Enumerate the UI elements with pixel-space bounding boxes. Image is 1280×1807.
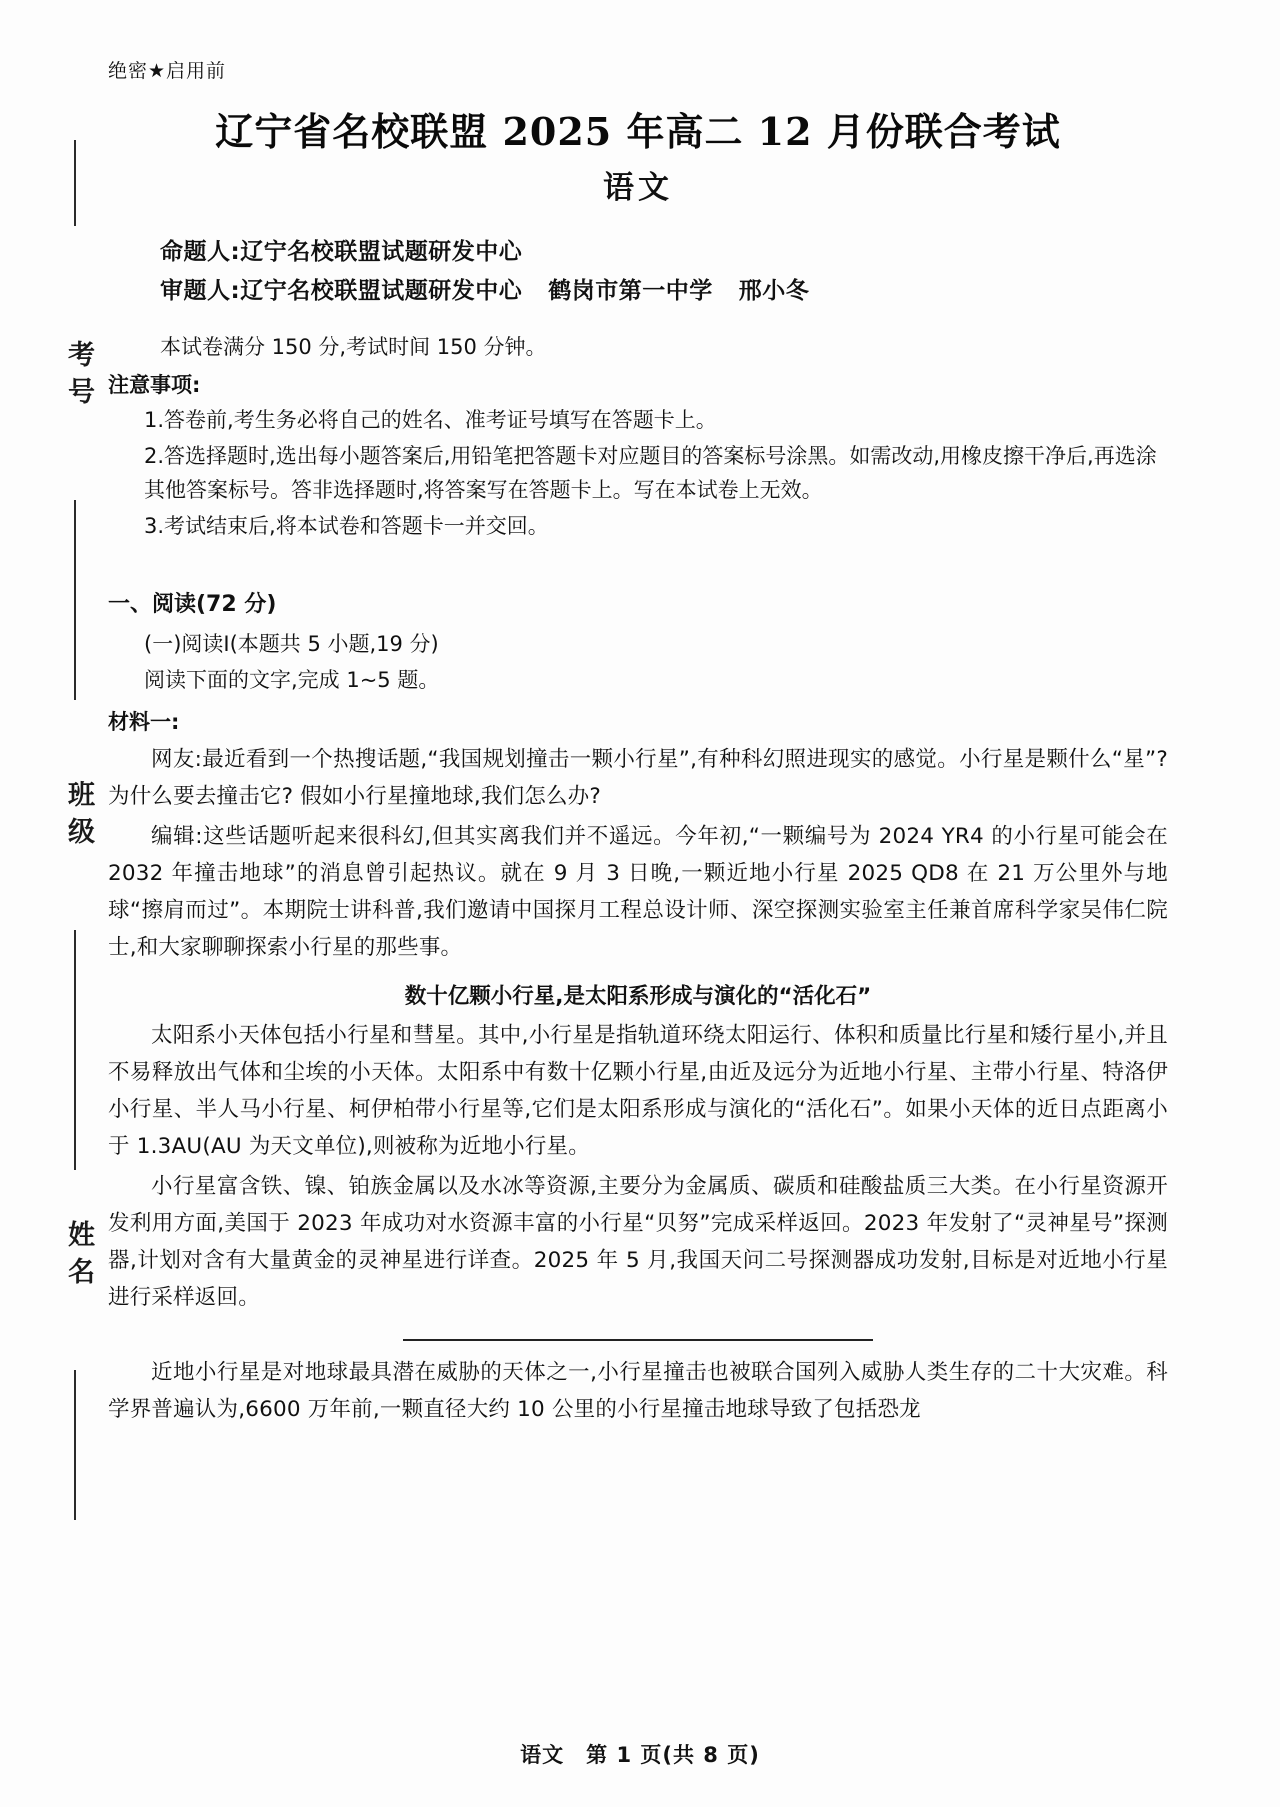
notice-heading: 注意事项:	[108, 373, 201, 397]
page-title: 辽宁省名校联盟 2025 年高二 12 月份联合考试	[215, 109, 1061, 154]
paragraph-near-earth-threat: 近地小行星是对地球最具潜在威胁的天体之一,小行星撞击也被联合国列入威胁人类生存的二十大灾难。科学界普遍认为,6600 万年前,一颗直径大约 10 公里的小行星撞击地球导致了包括恐龙	[108, 1359, 1168, 1422]
proposer-label: 命题人:	[160, 239, 241, 265]
proposer-line	[160, 233, 1168, 266]
footer-subject: 语文	[520, 1743, 565, 1767]
page-footer	[0, 1739, 1280, 1769]
footnote-divider	[403, 1339, 873, 1341]
paragraph-asteroid-definition: 太阳系小天体包括小行星和彗星。其中,小行星是指轨道环绕太阳运行、体积和质量比行星和矮行星小,并且不易释放出气体和尘埃的小天体。太阳系中有数十亿颗小行星,由近及远分为近地小行星、主带小行星、特洛伊小行星、半人马小行星、柯伊柏带小行星等,它们是太阳系形成与演化的“活化石”。如果小天体的近日点距离小于 1.3AU(AU 为天文单位),则被称为近地小行星。	[108, 1022, 1168, 1159]
article-subtitle: 数十亿颗小行星,是太阳系形成与演化的“活化石”	[404, 983, 872, 1009]
sidebar-rule-top	[74, 140, 76, 226]
paragraph-netizen-question: 网友:最近看到一个热搜话题,“我国规划撞击一颗小行星”,有种科幻照进现实的感觉。小行星是颗什么“星”? 为什么要去撞击它? 假如小行星撞地球,我们怎么办?	[108, 747, 1168, 810]
sidebar-vertical-fields	[52, 140, 98, 1540]
sidebar-label-class: 班级	[63, 780, 94, 854]
notice-item-2: 2.答选择题时,选出每小题答案后,用铅笔把答题卡对应题目的答案标号涂黑。如需改动,用橡皮擦干净后,再选涂其他答案标号。答非选择题时,将答案写在答题卡上。写在本试卷上无效。	[144, 444, 1157, 503]
notice-item-3: 3.考试结束后,将本试卷和答题卡一并交回。	[144, 514, 549, 539]
paragraph-editor-answer: 编辑:这些话题听起来很科幻,但其实离我们并不遥远。今年初,“一颗编号为 2024 YR4 的小行星可能会在 2032 年撞击地球”的消息曾引起热议。就在 9 月 3 日晚,一颗近地小行星 2025 QD8 在 21 万公里外与地球“擦肩而过”。本期院士讲科普,我们邀请中国探月工程总设计师、深空探测实验室主任兼首席科学家吴伟仁院士,和大家聊聊探索小行星的那些事。	[108, 824, 1168, 960]
secret-notice: 绝密★启用前	[108, 60, 227, 82]
reviewer-school: 鹤岗市第一中学	[548, 278, 713, 304]
reviewer-label: 审题人:	[160, 278, 241, 304]
paragraph-asteroid-resources: 小行星富含铁、镍、铂族金属以及水冰等资源,主要分为金属质、碳质和硅酸盐质三大类。在小行星资源开发利用方面,美国于 2023 年成功对水资源丰富的小行星“贝努”完成采样返回。2023 年发射了“灵神星号”探测器,计划对含有大量黄金的灵神星进行详查。2025 年 5 月,我国天问二号探测器成功发射,目标是对近地小行星进行采样返回。	[108, 1173, 1168, 1310]
reading-instruction: 阅读下面的文字,完成 1~5 题。	[144, 668, 440, 693]
notice-item-1: 1.答卷前,考生务必将自己的姓名、准考证号填写在答题卡上。	[144, 408, 717, 432]
sidebar-label-name: 姓名	[63, 1220, 94, 1294]
footer-page-number: 第 1 页(共 8 页)	[586, 1743, 760, 1767]
proposer-value: 辽宁名校联盟试题研发中心	[240, 239, 523, 265]
material-label-1: 材料一:	[108, 710, 180, 735]
reviewer-line	[160, 272, 1168, 305]
sidebar-rule-middle-upper	[74, 500, 76, 700]
section-heading-reading: 一、阅读(72 分)	[108, 592, 277, 618]
full-score-line: 本试卷满分 150 分,考试时间 150 分钟。	[160, 335, 547, 359]
sidebar-rule-bottom	[74, 1370, 76, 1520]
subsection-heading-reading-1: (一)阅读Ⅰ(本题共 5 小题,19 分)	[144, 632, 439, 657]
subject-title: 语文	[603, 170, 673, 206]
reviewer-value: 辽宁名校联盟试题研发中心	[240, 278, 523, 304]
paper-content	[108, 56, 1168, 1432]
reviewer-name: 邢小冬	[738, 278, 810, 304]
sidebar-label-exam-number: 考号	[63, 340, 94, 414]
sidebar-rule-middle-lower	[74, 930, 76, 1170]
